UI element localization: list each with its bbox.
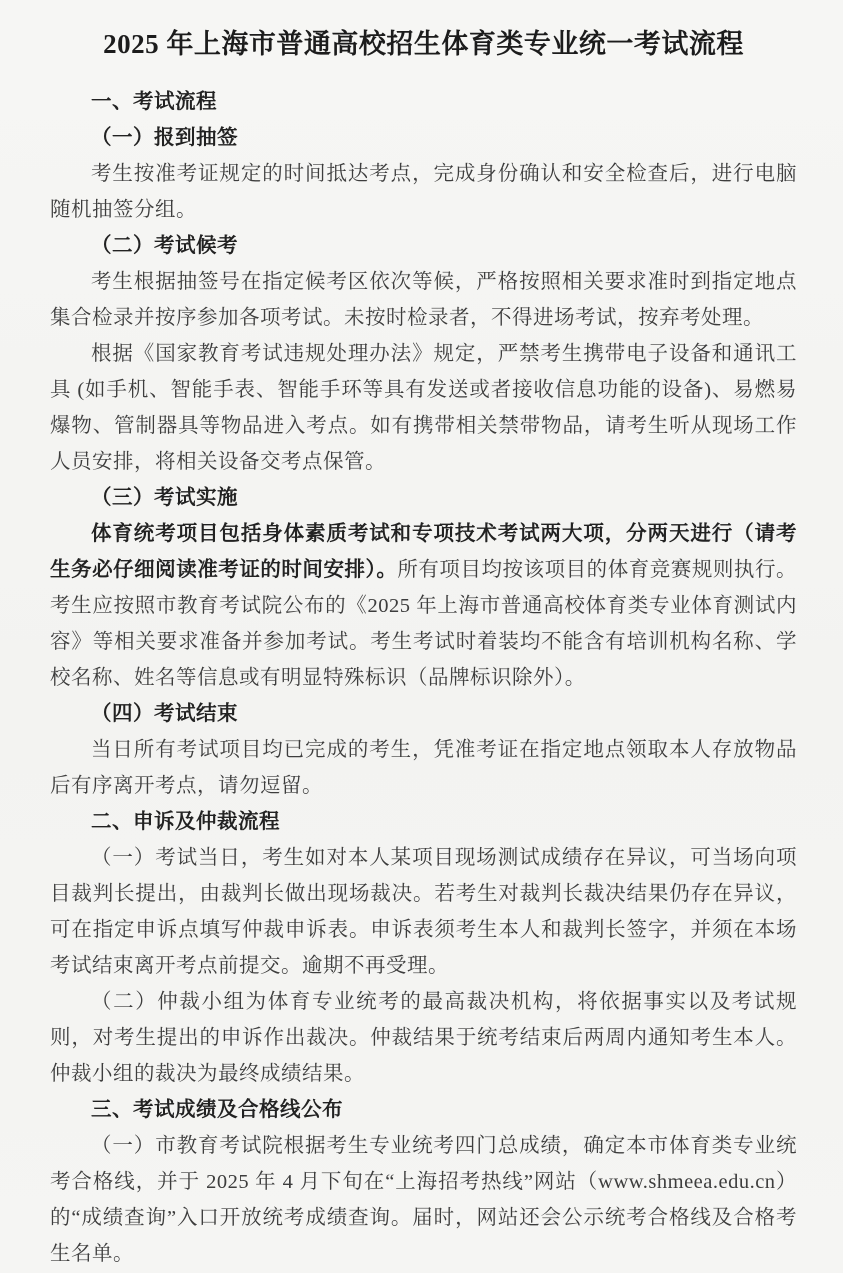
sub-heading-checkin-draw: （一）报到抽签 [91, 126, 238, 149]
sub-heading-exam-end: （四）考试结束 [91, 702, 238, 725]
sub-heading-waiting: （二）考试候考 [91, 234, 238, 257]
paragraph-exam-end: 当日所有考试项目均已完成的考生，凭准考证在指定地点领取本人存放物品后有序离开考点，请勿逗留。 [50, 739, 797, 797]
paragraph-checkin-draw: 考生按准考证规定的时间抵达考点，完成身份确认和安全检查后，进行电脑随机抽签分组。 [50, 163, 797, 221]
document-title: 2025 年上海市普通高校招生体育类专业统一考试流程 [103, 29, 744, 59]
section-heading-exam-process: 一、考试流程 [91, 90, 217, 113]
paragraph-bold-lead: 体育统考项目包括身体素质考试和专项技术考试两大项，分两天进行（请考生务必仔细阅读准考证的时间安排）。 [50, 522, 797, 581]
paragraph-rest: 所有项目均按该项目的体育竞赛规则执行。考生应按照市教育考试院公布的《2025 年上海市普通高校体育类专业体育测试内容》等相关要求准备并参加考试。考生考试时着装均不能含有培训机构名称、学校名称、姓名等信息或有明显特殊标识（品牌标识除外）。 [50, 559, 798, 689]
section-heading-score-publication: 三、考试成绩及合格线公布 [91, 1098, 343, 1121]
paragraph-arbitration-group: （二）仲裁小组为体育专业统考的最高裁决机构，将依据事实以及考试规则，对考生提出的申诉作出裁决。仲裁结果于统考结束后两周内通知考生本人。仲裁小组的裁决为最终成绩结果。 [50, 991, 797, 1085]
paragraph-prohibited-items: 根据《国家教育考试违规处理办法》规定，严禁考生携带电子设备和通讯工具 (如手机、智能手表、智能手环等具有发送或者接收信息功能的设备)、易燃易爆物、管制器具等物品进入考点。如有携带相关禁带物品，请考生听从现场工作人员安排，将相关设备交考点保管。 [50, 343, 797, 473]
sub-heading-exam-implementation: （三）考试实施 [91, 486, 238, 509]
section-heading-appeal-arbitration: 二、申诉及仲裁流程 [91, 810, 280, 833]
paragraph-exam-implementation [50, 516, 797, 696]
paragraph-score-query: （一）市教育考试院根据考生专业统考四门总成绩，确定本市体育类专业统考合格线，并于 2025 年 4 月下旬在“上海招考热线”网站（www.shmeea.edu.cn）的“成绩查询”入口开放统考成绩查询。届时，网站还会公示统考合格线及合格考生名单。 [50, 1135, 797, 1265]
paragraph-waiting-rules: 考生根据抽签号在指定候考区依次等候，严格按照相关要求准时到指定地点集合检录并按序参加各项考试。未按时检录者，不得进场考试，按弃考处理。 [50, 271, 797, 329]
paragraph-appeal-onsite: （一）考试当日，考生如对本人某项目现场测试成绩存在异议，可当场向项目裁判长提出，由裁判长做出现场裁决。若考生对裁判长裁决结果仍存在异议，可在指定申诉点填写仲裁申诉表。申诉表须考生本人和裁判长签字，并须在本场考试结束离开考点前提交。逾期不再受理。 [50, 847, 797, 977]
